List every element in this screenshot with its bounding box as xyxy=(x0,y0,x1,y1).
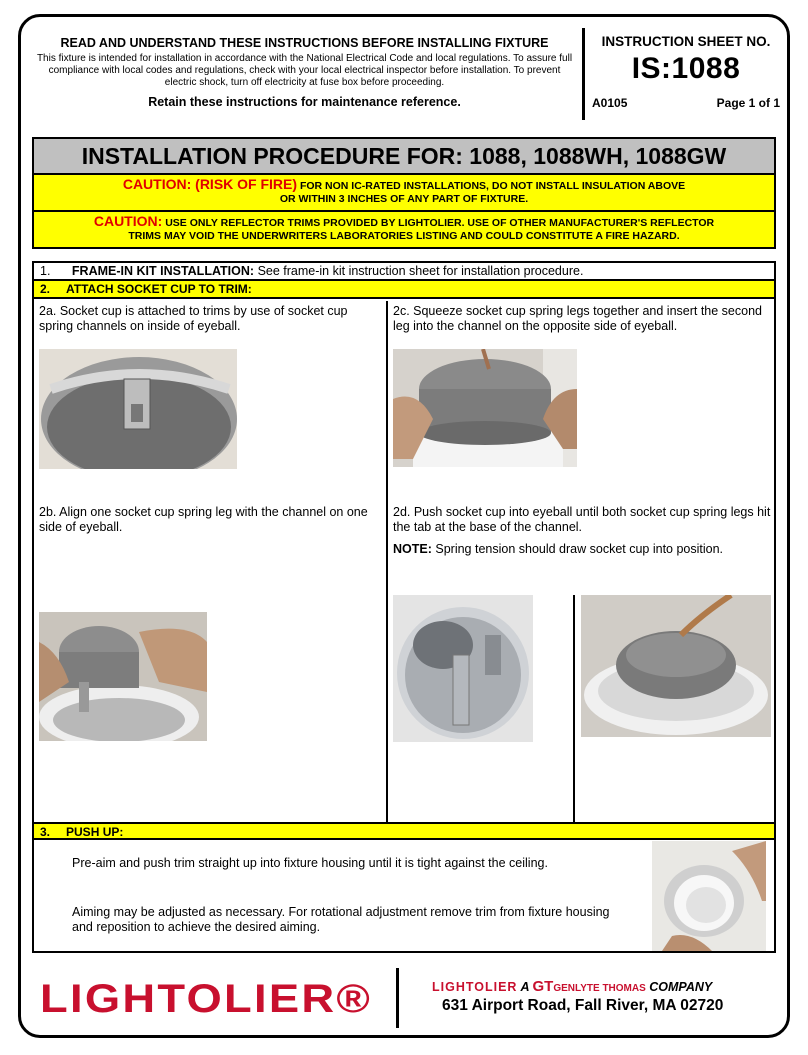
caution-reflector-label: CAUTION: xyxy=(93,213,163,229)
photo-2a xyxy=(39,349,237,469)
column-divider xyxy=(386,301,388,822)
section-2-title: ATTACH SOCKET CUP TO TRIM: xyxy=(66,282,252,296)
caution-reflector-line1: USE ONLY REFLECTOR TRIMS PROVIDED BY LIGHTOLIER. USE OF OTHER MANUFACTURER'S REFLECTOR xyxy=(165,217,715,229)
section-2-num: 2. xyxy=(40,282,51,296)
step-2d-note xyxy=(393,542,773,557)
caution-reflector-line2: TRIMS MAY VOID THE UNDERWRITERS LABORATORIES LISTING AND COULD CONSTITUTE A FIRE HAZARD. xyxy=(128,230,680,242)
photo-2c xyxy=(393,349,577,467)
section-3-header xyxy=(34,822,774,840)
caution-reflector xyxy=(34,210,774,247)
sheet-page: Page 1 of 1 xyxy=(716,96,780,110)
caution-fire-line2: OR WITHIN 3 INCHES OF ANY PART OF FIXTURE. xyxy=(279,193,529,205)
note-label: NOTE: xyxy=(393,542,432,556)
company-genlyte: GENLYTE THOMAS xyxy=(553,983,646,994)
step-2b: 2b. Align one socket cup spring leg with the channel on one side of eyeball. xyxy=(39,505,368,534)
company-a: A xyxy=(517,980,533,994)
section-1 xyxy=(34,263,774,281)
step-2d: 2d. Push socket cup into eyeball until both socket cup spring legs hit the tab at the base of the channel. xyxy=(393,505,771,534)
photo-2d-seated-cup xyxy=(581,595,771,737)
genlyte-gt-mark: GT xyxy=(532,978,554,995)
procedure-box xyxy=(32,261,776,953)
title-block xyxy=(32,137,776,249)
logo-text: LIGHTOLIER® xyxy=(40,977,372,1020)
sheet-number: IS:1088 xyxy=(631,52,741,85)
company-suffix: COMPANY xyxy=(645,980,713,994)
section-3-num: 3. xyxy=(40,825,51,839)
note-text: Spring tension should draw socket cup into position. xyxy=(431,542,724,556)
section-1-text: See frame-in kit instruction sheet for installation procedure. xyxy=(257,264,584,278)
sheet-code: A0105 xyxy=(592,96,628,110)
step-2a: 2a. Socket cup is attached to trims by use of socket cup spring channels on inside of eyeball. xyxy=(39,304,348,333)
sheet-info xyxy=(590,34,782,110)
step-2c: 2c. Squeeze socket cup spring legs together and insert the second leg into the channel on the opposite side of eyeball. xyxy=(393,304,762,333)
photo-2d-socket-view xyxy=(393,595,533,742)
header-warning xyxy=(32,36,577,109)
header-retain: Retain these instructions for maintenance reference. xyxy=(148,95,461,109)
company-line xyxy=(432,978,712,995)
section-1-title: FRAME-IN KIT INSTALLATION: xyxy=(71,264,255,278)
photo-divider xyxy=(573,595,575,822)
sheet-label: INSTRUCTION SHEET NO. xyxy=(601,34,771,49)
lightolier-logo xyxy=(40,974,385,1020)
page-title: INSTALLATION PROCEDURE FOR: 1088, 1088WH, 1088GW xyxy=(34,139,774,175)
section-3-title: PUSH UP: xyxy=(66,825,124,839)
section-3-para1: Pre-aim and push trim straight up into fixture housing until it is tight against the ceiling. xyxy=(72,856,548,870)
company-address: 631 Airport Road, Fall River, MA 02720 xyxy=(442,997,724,1014)
photo-2b xyxy=(39,612,207,741)
section-3-para2: Aiming may be adjusted as necessary. For rotational adjustment remove trim from fixture housing and reposition to achieve the desired aiming. xyxy=(72,905,610,934)
header-divider xyxy=(582,28,585,120)
caution-fire-line1: FOR NON IC-RATED INSTALLATIONS, DO NOT INSTALL INSULATION ABOVE xyxy=(299,180,686,192)
company-brand: LIGHTOLIER xyxy=(432,980,518,994)
caution-fire xyxy=(34,175,774,210)
footer-divider xyxy=(396,968,399,1028)
section-1-num: 1. xyxy=(40,264,51,278)
section-2-header xyxy=(34,281,774,299)
photo-3-push-up xyxy=(652,841,766,951)
header-body: This fixture is intended for installation in accordance with the National Electrical Code and local regulations. To assure full compliance with local codes and regulations, check with your local electrical inspector before installation. To prevent electric shock, turn off electricity at fuse box before proceeding. xyxy=(36,53,573,88)
caution-fire-label: CAUTION: (RISK OF FIRE) xyxy=(122,176,298,192)
header-heading: READ AND UNDERSTAND THESE INSTRUCTIONS BEFORE INSTALLING FIXTURE xyxy=(60,36,549,50)
